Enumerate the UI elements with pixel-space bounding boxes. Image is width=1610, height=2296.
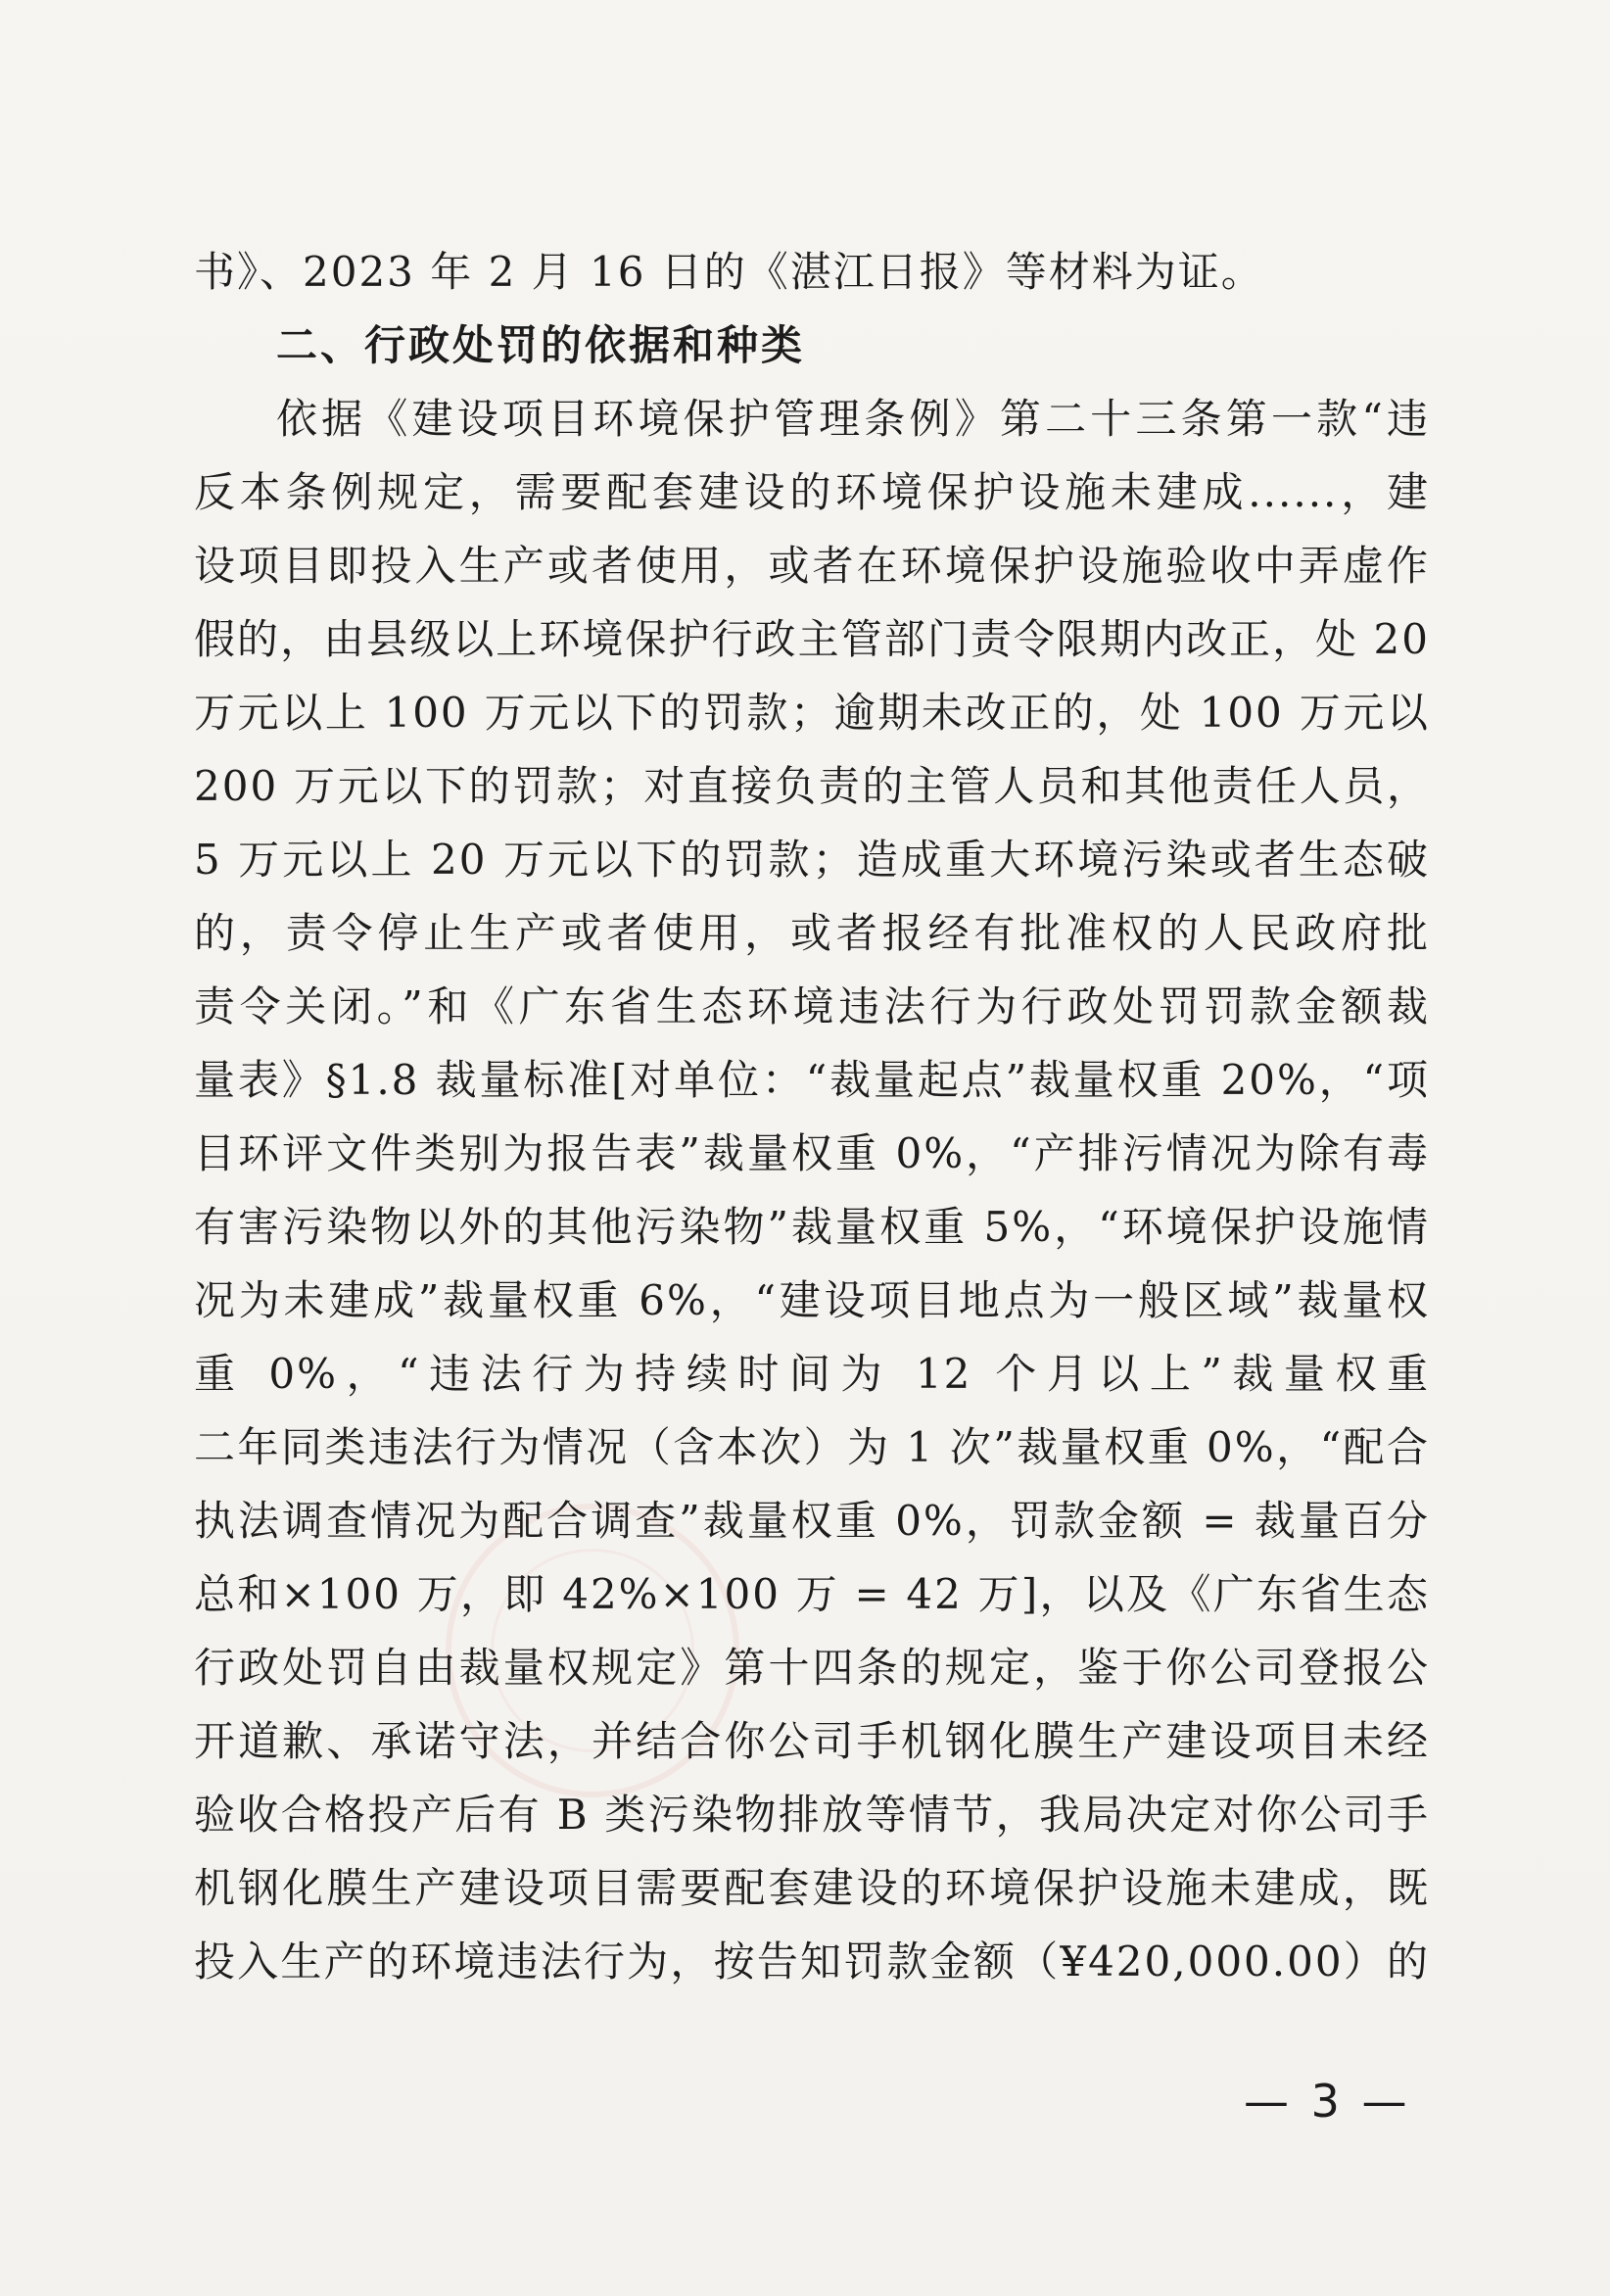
document-body xyxy=(194,235,1430,1998)
text-line: 200 万元以下的罚款；对直接负责的主管人员和其他责任人员， xyxy=(194,762,1430,810)
text-line: 的，责令停止生产或者使用，或者报经有批准权的人民政府批 xyxy=(194,909,1430,957)
text-line: 设项目即投入生产或者使用，或者在环境保护设施验收中弄虚作 xyxy=(194,542,1430,590)
text-line: 依据《建设项目环境保护管理条例》第二十三条第一款“违 xyxy=(276,395,1430,443)
text-line: 二年同类违法行为情况（含本次）为 1 次”裁量权重 0%，“配合 xyxy=(194,1423,1430,1471)
text-line: 量表》§1.8 裁量标准[对单位：“裁量起点”裁量权重 20%，“项 xyxy=(194,1056,1430,1104)
section-heading: 二、行政处罚的依据和种类 xyxy=(276,321,806,369)
text-line: 5 万元以上 20 万元以下的罚款；造成重大环境污染或者生态破 xyxy=(194,836,1430,884)
text-line: 书》、2023 年 2 月 16 日的《湛江日报》等材料为证。 xyxy=(194,248,1264,296)
text-line: 责令关闭。”和《广东省生态环境违法行为行政处罚罚款金额裁 xyxy=(194,982,1430,1030)
text-line: 机钢化膜生产建设项目需要配套建设的环境保护设施未建成，既 xyxy=(194,1864,1430,1912)
text-line: 重 0%，“违法行为持续时间为 12 个月以上”裁量权重 xyxy=(194,1350,1430,1398)
text-line: 执法调查情况为配合调查”裁量权重 0%，罚款金额 = 裁量百分 xyxy=(194,1497,1430,1545)
text-line: 况为未建成”裁量权重 6%，“建设项目地点为一般区域”裁量权 xyxy=(194,1276,1430,1324)
text-line: 总和×100 万，即 42%×100 万 = 42 万]，以及《广东省生态 xyxy=(194,1570,1430,1618)
text-line: 行政处罚自由裁量权规定》第十四条的规定，鉴于你公司登报公 xyxy=(194,1644,1430,1692)
text-line: 投入生产的环境违法行为，按告知罚款金额（¥420,000.00）的 xyxy=(194,1937,1430,1985)
text-line: 假的，由县级以上环境保护行政主管部门责令限期内改正，处 20 xyxy=(194,615,1430,663)
page-number: — 3 — xyxy=(1244,2075,1411,2128)
text-line: 反本条例规定，需要配套建设的环境保护设施未建成......，建 xyxy=(194,468,1430,516)
text-line: 验收合格投产后有 B 类污染物排放等情节，我局决定对你公司手 xyxy=(194,1791,1430,1839)
text-line: 目环评文件类别为报告表”裁量权重 0%，“产排污情况为除有毒 xyxy=(194,1129,1430,1177)
text-line: 开道歉、承诺守法，并结合你公司手机钢化膜生产建设项目未经 xyxy=(194,1717,1430,1765)
text-line: 万元以上 100 万元以下的罚款；逾期未改正的，处 100 万元以 xyxy=(194,689,1430,737)
text-line: 有害污染物以外的其他污染物”裁量权重 5%，“环境保护设施情 xyxy=(194,1203,1430,1251)
